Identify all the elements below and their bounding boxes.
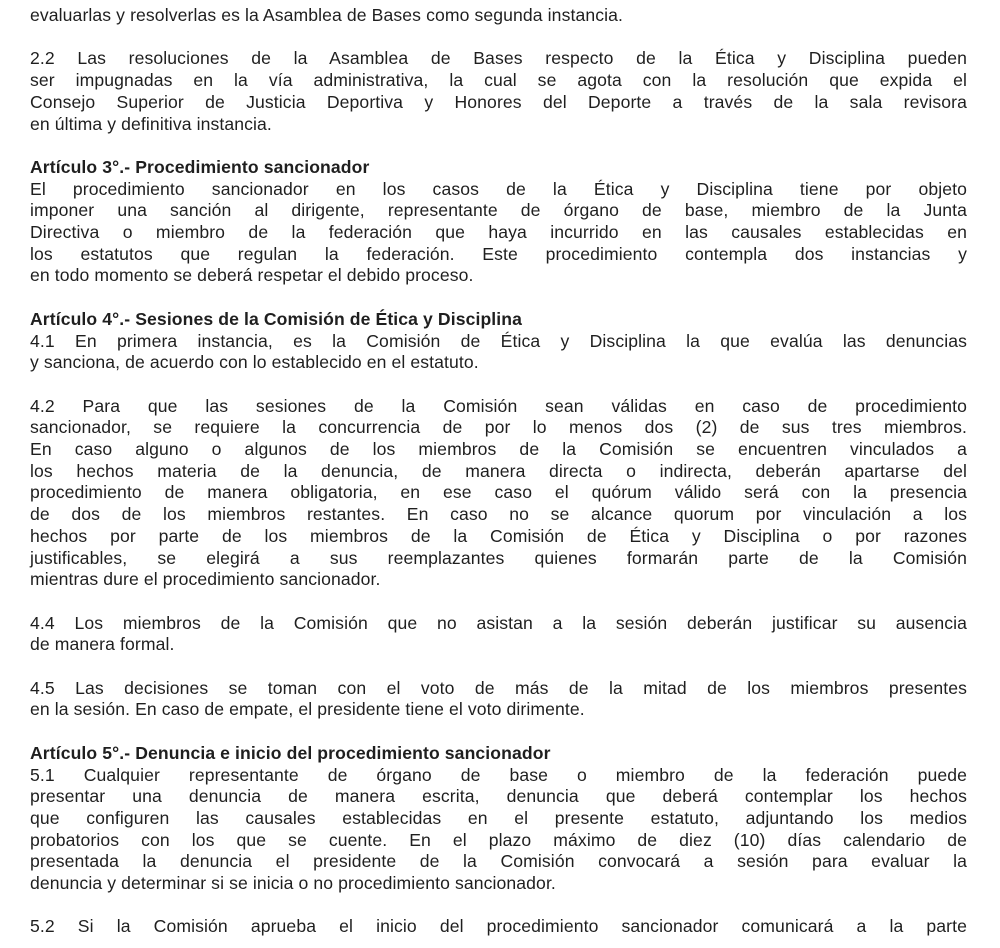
text-line: 5.2 Si la Comisión aprueba el inicio del procedimiento sancionador comunicará a la parte (30, 916, 967, 937)
text-line: sancionador, se requiere la concurrencia de por lo menos dos (2) de sus tres miembros. (30, 417, 967, 438)
text-line: que configuren las causales establecidas en el presente estatuto, adjuntando los medios (30, 807, 967, 828)
paragraph (30, 916, 967, 938)
text-line: 4.1 En primera instancia, es la Comisión de Ética y Disciplina la que evalúa las denuncias (30, 330, 967, 351)
paragraph (30, 765, 967, 895)
text-line: hechos por parte de los miembros de la Comisión de Ética y Disciplina o por razones (30, 525, 967, 546)
text-line: mientras dure el procedimiento sancionador. (30, 569, 381, 590)
text-line: Artículo 3°.- Procedimiento sancionador (30, 156, 370, 177)
text-line: Artículo 4°.- Sesiones de la Comisión de Ética y Disciplina (30, 308, 523, 329)
text-line: procedimiento de manera obligatoria, en ese caso el quórum válido será con la presencia (30, 482, 967, 503)
text-line: 4.2 Para que las sesiones de la Comisión sean válidas en caso de procedimiento (30, 395, 967, 416)
text-line: presentar una denuncia de manera escrita, denuncia que deberá contemplar los hechos (30, 786, 967, 807)
text-line: El procedimiento sancionador en los casos de la Ética y Disciplina tiene por objeto (30, 178, 967, 199)
text-line: Directiva o miembro de la federación que haya incurrido en las causales establecidas en (30, 222, 967, 242)
paragraph (30, 179, 967, 288)
text-line: en la sesión. En caso de empate, el presidente tiene el voto dirimente. (30, 699, 585, 720)
text-line: evaluarlas y resolverlas es la Asamblea de Bases como segunda instancia. (30, 5, 623, 25)
paragraph (30, 5, 967, 27)
text-line: y sanciona, de acuerdo con lo establecido en el estatuto. (30, 352, 479, 373)
text-line: Artículo 5°.- Denuncia e inicio del procedimiento sancionador (30, 742, 551, 763)
text-line: justificables, se elegirá a sus reemplazantes quienes formarán parte de la Comisión (30, 547, 967, 568)
text-line: ser impugnadas en la vía administrativa, la cual se agota con la resolución que expida el (30, 70, 967, 91)
text-line: 4.4 Los miembros de la Comisión que no asistan a la sesión deberán justificar su ausencia (30, 612, 967, 633)
text-line: en última y definitiva instancia. (30, 113, 272, 134)
text-line: en todo momento se deberá respetar el debido proceso. (30, 265, 474, 286)
text-line: 5.1 Cualquier representante de órgano de base o miembro de la federación puede (30, 764, 967, 785)
paragraph (30, 396, 967, 591)
text-line: de manera formal. (30, 634, 175, 655)
paragraph (30, 331, 967, 374)
text-line: de dos de los miembros restantes. En caso no se alcance quorum por vinculación a los (30, 504, 967, 525)
text-line: presentada la denuncia el presidente de la Comisión convocará a sesión para evaluar la (30, 851, 967, 872)
document-body (30, 5, 967, 938)
article-heading (30, 743, 967, 765)
text-line: los hechos materia de la denuncia, de manera directa o indirecta, deberán apartarse del (30, 460, 967, 481)
text-line: 2.2 Las resoluciones de la Asamblea de Bases respecto de la Ética y Disciplina pueden (30, 48, 967, 69)
text-line: Consejo Superior de Justicia Deportiva y Honores del Deporte a través de la sala revisora (30, 91, 967, 112)
paragraph (30, 678, 967, 721)
text-line: los estatutos que regulan la federación. Este procedimiento contempla dos instancias y (30, 243, 967, 264)
paragraph (30, 48, 967, 135)
article-heading (30, 157, 967, 179)
text-line: probatorios con los que se cuente. En el plazo máximo de diez (10) días calendario de (30, 829, 967, 850)
text-line: imponer una sanción al dirigente, representante de órgano de base, miembro de la Junta (30, 200, 967, 221)
text-line: 4.5 Las decisiones se toman con el voto de más de la mitad de los miembros presentes (30, 677, 967, 698)
text-line: En caso alguno o algunos de los miembros de la Comisión se encuentren vinculados a (30, 439, 967, 459)
paragraph (30, 613, 967, 656)
article-heading (30, 309, 967, 331)
text-line: denuncia y determinar si se inicia o no procedimiento sancionador. (30, 873, 556, 894)
